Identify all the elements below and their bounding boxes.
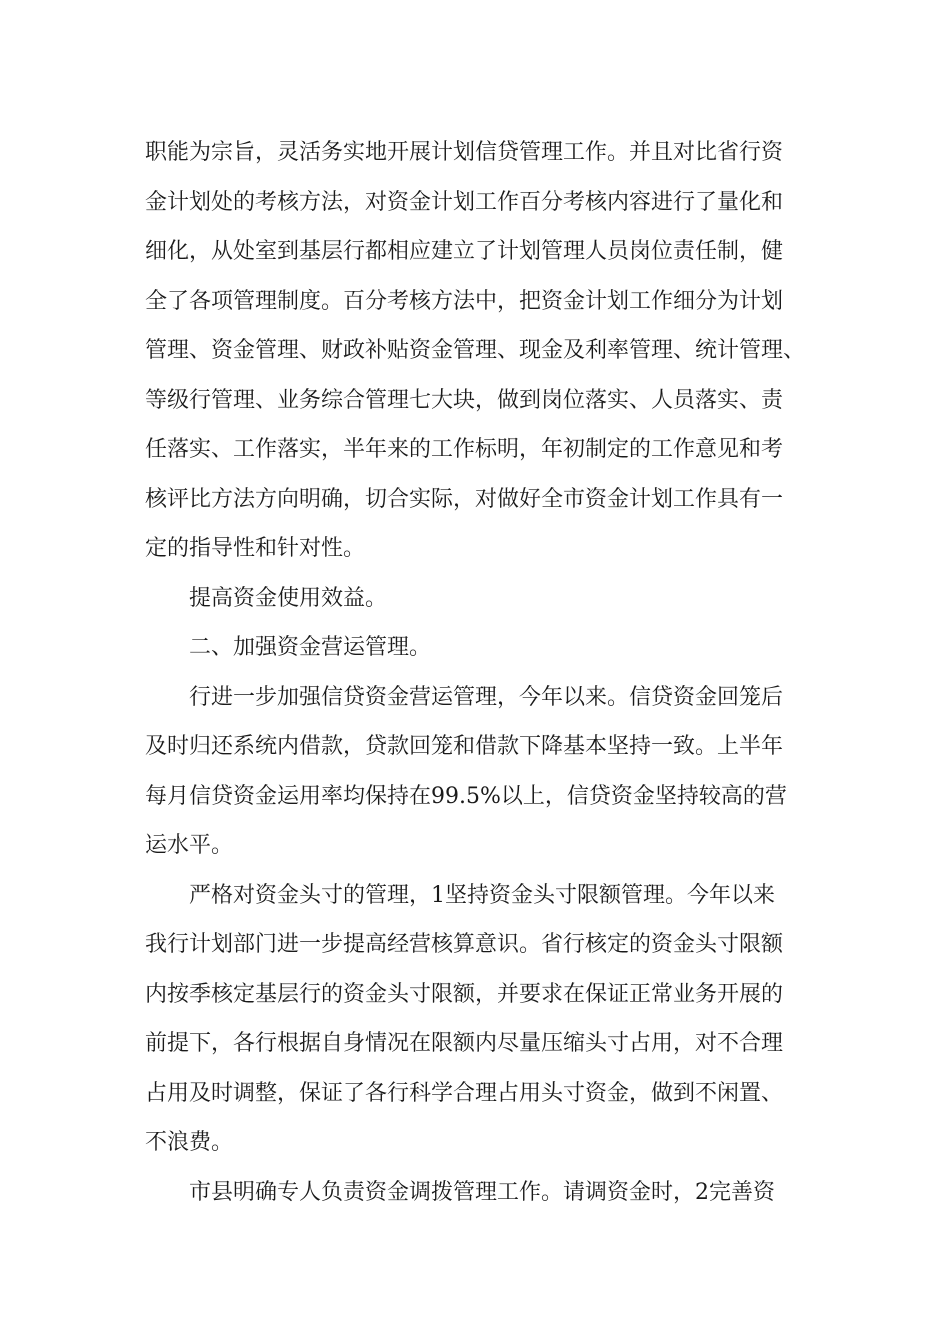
text-line: 占用及时调整，保证了各行科学合理占用头寸资金，做到不闲置、 <box>145 1080 784 1106</box>
text-line: 严格对资金头寸的管理，1坚持资金头寸限额管理。今年以来 <box>189 882 775 908</box>
text-line: 前提下，各行根据自身情况在限额内尽量压缩头寸占用，对不合理 <box>145 1031 784 1056</box>
document-body <box>145 128 825 1217</box>
text-line: 运水平。 <box>145 833 234 858</box>
text-line: 全了各项管理制度。百分考核方法中，把资金计划工作细分为计划 <box>145 288 784 314</box>
text-line: 核评比方法方向明确，切合实际，对做好全市资金计划工作具有一 <box>145 486 784 512</box>
text-line: 我行计划部门进一步提高经营核算意识。省行核定的资金头寸限额 <box>145 932 784 957</box>
section-text-line: 提高资金使用效益。 <box>189 585 388 611</box>
text-line: 定的指导性和针对性。 <box>145 536 366 561</box>
text-line: 行进一步加强信贷资金营运管理，今年以来。信贷资金回笼后 <box>189 684 784 710</box>
text-line: 及时归还系统内借款，贷款回笼和借款下降基本坚持一致。上半年 <box>145 734 784 759</box>
text-line: 任落实、工作落实，半年来的工作标明，年初制定的工作意见和考 <box>145 437 784 462</box>
text-line: 细化，从处室到基层行都相应建立了计划管理人员岗位责任制，健 <box>145 239 784 264</box>
text-line: 市县明确专人负责资金调拨管理工作。请调资金时，2完善资 <box>189 1179 775 1205</box>
text-line: 管理、资金管理、财政补贴资金管理、现金及利率管理、统计管理、 <box>145 338 806 363</box>
text-line: 不浪费。 <box>145 1130 234 1155</box>
text-line: 金计划处的考核方法，对资金计划工作百分考核内容进行了量化和 <box>145 189 784 215</box>
text-line: 职能为宗旨，灵活务实地开展计划信贷管理工作。并且对比省行资 <box>145 140 784 165</box>
text-line: 内按季核定基层行的资金头寸限额，并要求在保证正常业务开展的 <box>145 981 784 1007</box>
text-line: 每月信贷资金运用率均保持在99.5%以上，信贷资金坚持较高的营 <box>145 783 787 809</box>
section-heading: 二、加强资金营运管理。 <box>189 635 432 660</box>
text-line: 等级行管理、业务综合管理七大块，做到岗位落实、人员落实、责 <box>145 387 784 413</box>
